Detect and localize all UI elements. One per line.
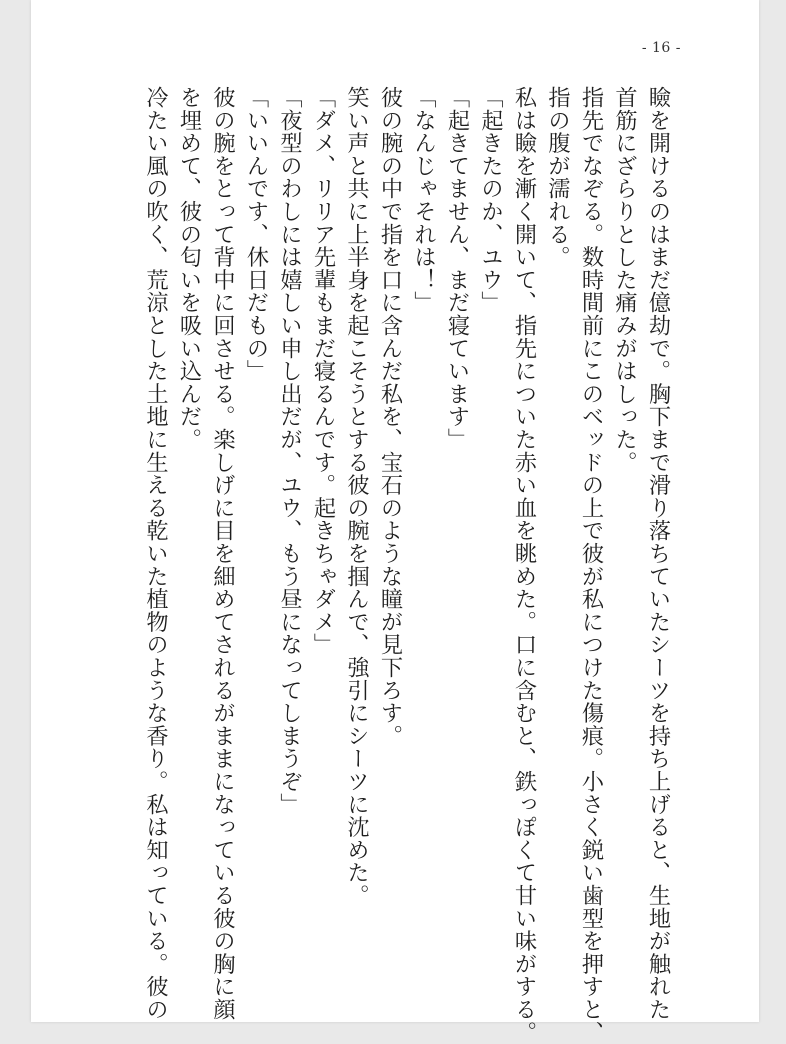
text-line: 「夜型のわしには嬉しい申し出だが、ユウ、もう昼になってしまうぞ」 — [276, 86, 303, 816]
text-line: 「いいんです、休日だもの」 — [243, 86, 269, 383]
document-page — [31, 0, 759, 1044]
text-line: 指の腹が濡れる。 — [544, 86, 571, 269]
text-line: 「ダメ、リリア先輩もまだ寝るんです。起きちゃダメ」 — [310, 86, 336, 656]
text-line: 瞼を開けるのはまだ億劫で。胸下まで滑り落ちていたシーツを持ち上げると、生地が触れた — [645, 86, 671, 1021]
text-line: 彼の腕をとって背中に回させる。楽しげに目を細めてされるがままになっている彼の胸に顔 — [209, 86, 236, 1021]
text-line: 「起きてません、まだ寝ています」 — [444, 86, 470, 451]
text-line: 私は瞼を漸く開いて、指先についた赤い血を眺めた。口に含むと、鉄っぽくて甘い味がする。 — [511, 86, 537, 1044]
text-line: 指先でなぞる。数時間前にこのベッドの上で彼が私につけた傷痕。小さく鋭い歯型を押すと、 — [578, 86, 604, 1044]
text-line: 笑い声と共に上半身を起こそうとする彼の腕を掴んで、強引にシーツに沈めた。 — [343, 86, 370, 907]
vertical-text-body — [138, 86, 674, 1044]
text-line: 冷たい風の吹く、荒涼とした土地に生える乾いた植物のような香り。私は知っている。彼の — [142, 86, 169, 1021]
text-line: 首筋にざらりとした痛みがはしった。 — [611, 86, 638, 474]
text-line: 彼の腕の中で指を口に含んだ私を、宝石のような瞳が見下ろす。 — [377, 86, 403, 748]
text-line: 「なんじゃそれは！」 — [410, 86, 437, 314]
text-line: 「起きたのか、ユウ」 — [477, 86, 504, 314]
page-number: - 16 - — [641, 40, 681, 56]
text-line: を埋めて、彼の匂いを吸い込んだ。 — [176, 86, 202, 451]
